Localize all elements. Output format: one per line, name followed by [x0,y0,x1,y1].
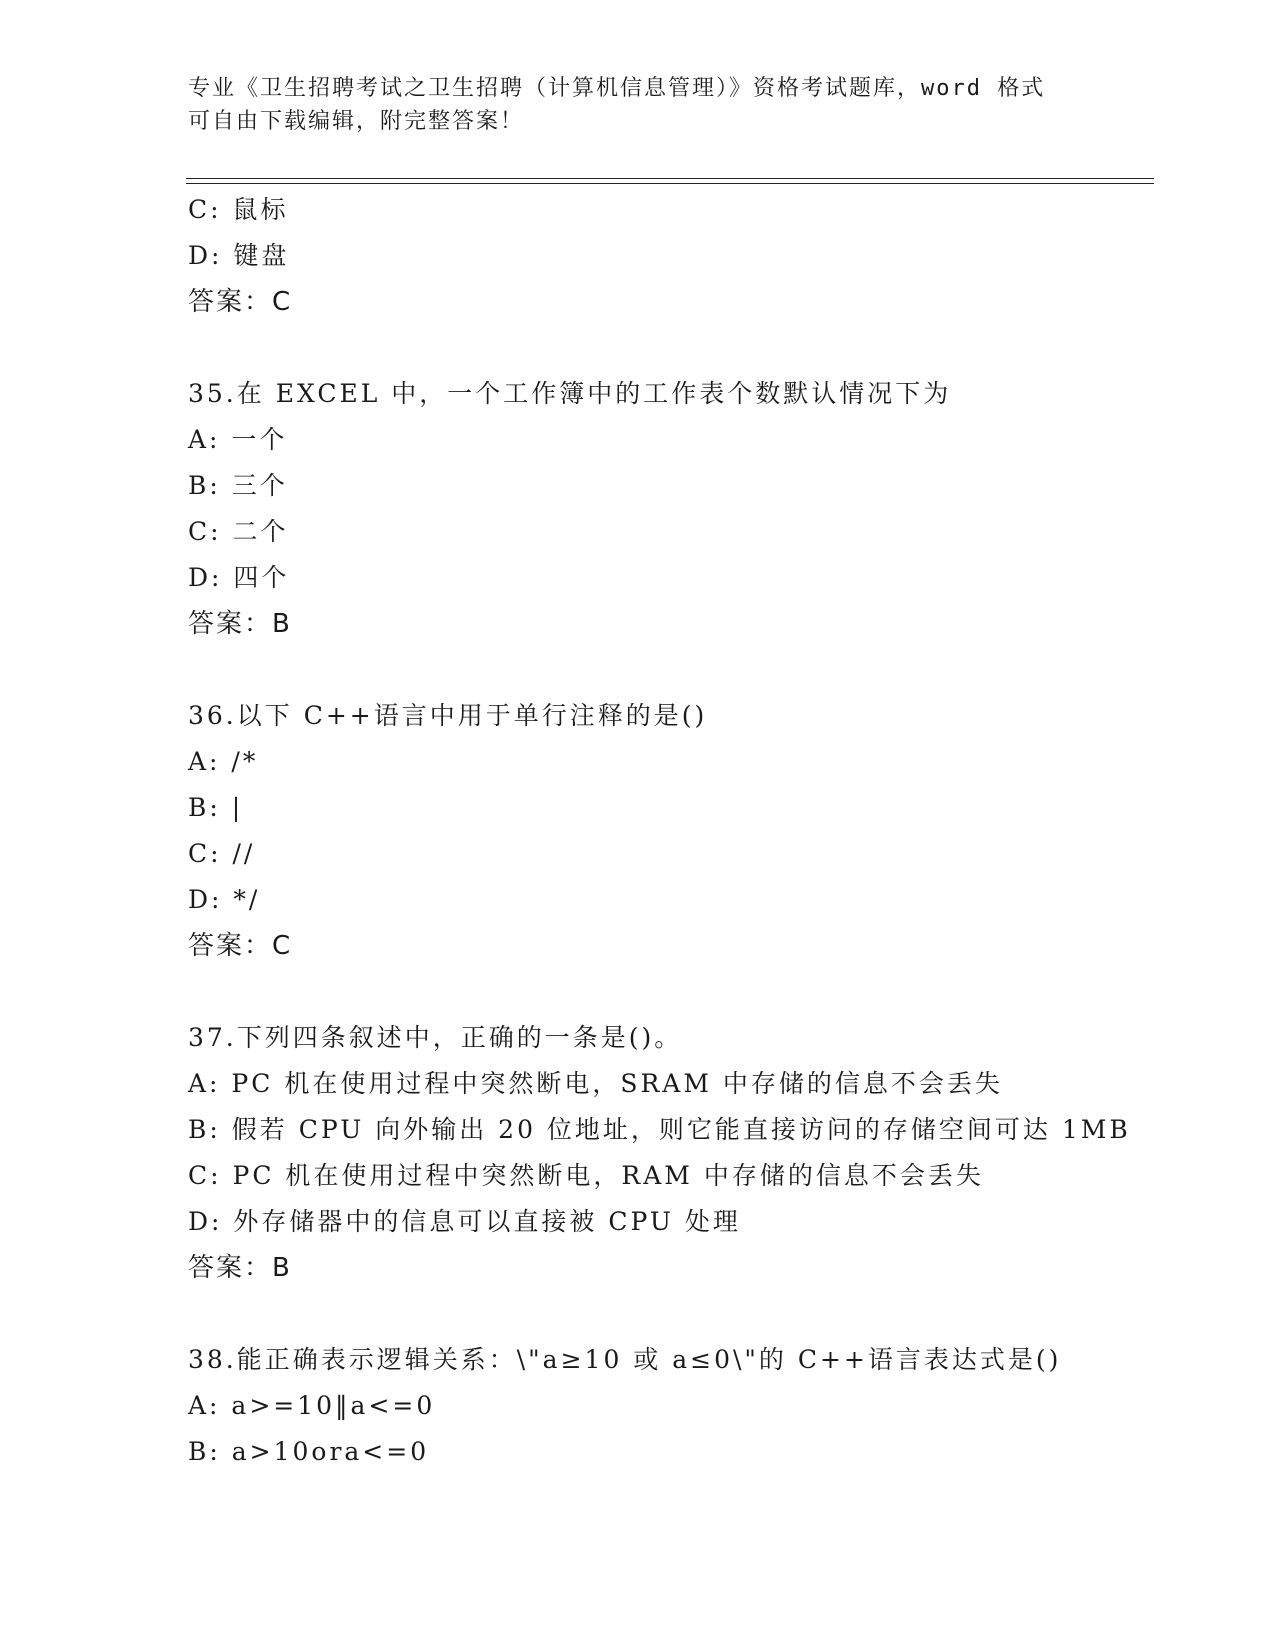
q37-option-d: D: 外存储器中的信息可以直接被 CPU 处理 [188,1207,741,1236]
q34-answer: 答案：C [188,287,293,317]
q37-option-b: B: 假若 CPU 向外输出 20 位地址，则它能直接访问的存储空间可达 1MB [188,1115,1131,1144]
q35-option-b: B: 三个 [188,471,288,500]
q36-answer: 答案：C [188,931,293,961]
q34-option-d: D: 键盘 [188,241,290,270]
header-line-1: 专业《卫生招聘考试之卫生招聘（计算机信息管理）》资格考试题库，word 格式 [188,76,1046,101]
q37-answer: 答案：B [188,1253,292,1283]
q36-question: 36.以下 C++语言中用于单行注释的是() [188,701,708,730]
header-rule-top [186,178,1154,179]
q35-answer: 答案：B [188,609,292,639]
q36-option-d: D: */ [188,885,261,914]
q36-option-a: A: /* [188,747,259,776]
q35-question: 35.在 EXCEL 中，一个工作簿中的工作表个数默认情况下为 [188,379,952,408]
q38-option-a: A: a>=10‖a<=0 [188,1391,436,1420]
q35-option-d: D: 四个 [188,563,290,592]
q37-option-c: C: PC 机在使用过程中突然断电，RAM 中存储的信息不会丢失 [188,1161,984,1190]
q37-option-a: A: PC 机在使用过程中突然断电，SRAM 中存储的信息不会丢失 [188,1069,1003,1098]
q35-option-a: A: 一个 [188,425,288,454]
q37-question: 37.下列四条叙述中，正确的一条是()。 [188,1023,683,1052]
document-header [188,72,1088,138]
q36-option-b: B: | [188,793,244,822]
q36-option-c: C: // [188,839,256,868]
q38-option-b: B: a>10ora<=0 [188,1437,430,1466]
q38-question: 38.能正确表示逻辑关系：\"a≥10 或 a≤0\"的 C++语言表达式是() [188,1345,1062,1374]
header-rule-bottom [186,183,1154,184]
q35-option-c: C: 二个 [188,517,289,546]
header-line-2: 可自由下载编辑，附完整答案！ [188,109,525,134]
q34-option-c: C: 鼠标 [188,195,289,224]
